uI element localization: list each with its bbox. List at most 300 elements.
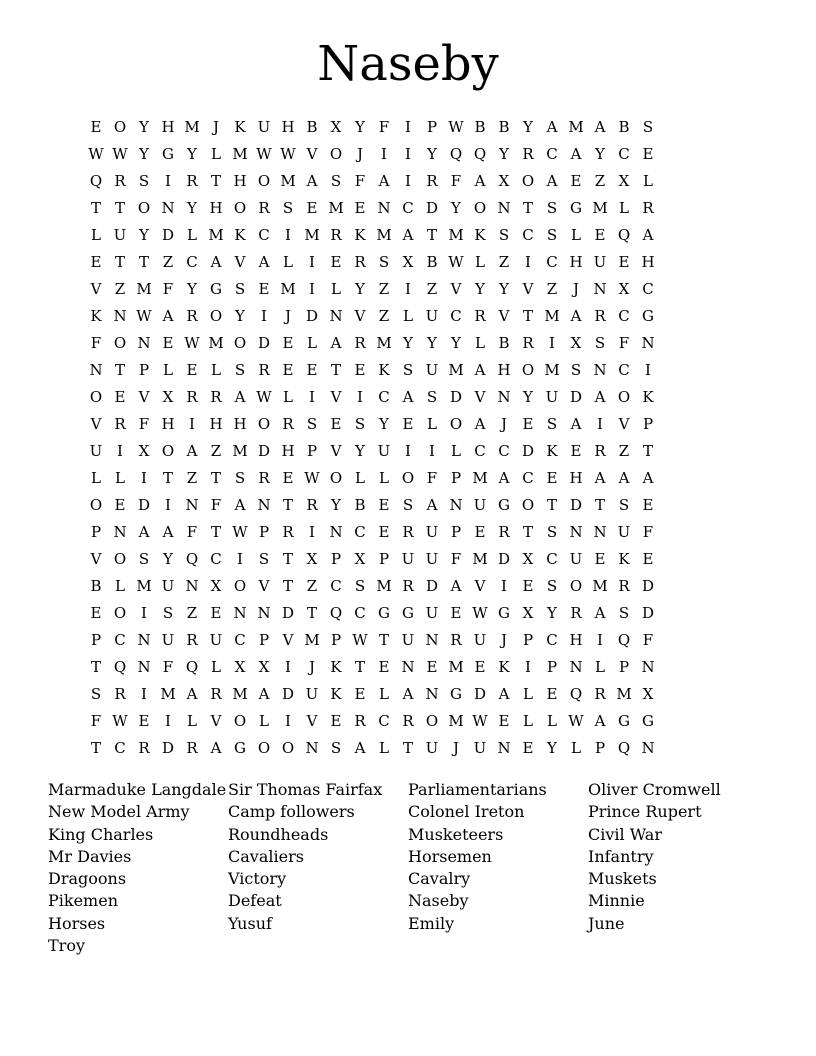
grid-letter: C	[618, 360, 630, 379]
grid-row	[84, 410, 732, 437]
grid-row	[84, 113, 732, 140]
grid-letter: D	[425, 576, 439, 595]
grid-letter: Z	[546, 279, 558, 298]
grid-letter: E	[90, 252, 102, 271]
grid-letter: Z	[594, 171, 606, 190]
grid-letter: I	[309, 387, 315, 406]
grid-letter: E	[546, 468, 558, 487]
grid-letter: M	[448, 657, 464, 676]
grid-letter: R	[210, 387, 222, 406]
grid-letter: W	[304, 468, 320, 487]
grid-letter: V	[330, 387, 342, 406]
grid-letter: Q	[185, 657, 199, 676]
grid-letter: L	[643, 171, 653, 190]
grid-letter: M	[208, 333, 224, 352]
grid-letter: S	[618, 603, 630, 622]
grid-letter: A	[234, 387, 246, 406]
grid-letter: L	[91, 225, 101, 244]
grid-letter: F	[186, 522, 198, 541]
grid-letter: H	[161, 414, 175, 433]
grid-row	[84, 653, 732, 680]
grid-letter: R	[186, 306, 198, 325]
grid-letter: R	[306, 495, 318, 514]
grid-letter: C	[114, 630, 126, 649]
grid-letter: T	[114, 252, 125, 271]
grid-row	[84, 194, 732, 221]
grid-letter: W	[184, 333, 200, 352]
grid-letter: O	[233, 198, 247, 217]
grid-letter: T	[282, 495, 293, 514]
grid-letter: N	[137, 333, 151, 352]
grid-letter: S	[618, 495, 630, 514]
page-title: Naseby	[317, 36, 499, 92]
grid-letter: S	[162, 603, 174, 622]
grid-letter: H	[641, 252, 655, 271]
grid-letter: I	[165, 171, 171, 190]
grid-letter: Y	[595, 144, 605, 163]
grid-letter: R	[282, 414, 294, 433]
grid-letter: N	[329, 306, 343, 325]
word-search-grid	[84, 113, 732, 761]
grid-letter: C	[258, 225, 270, 244]
grid-letter: N	[569, 657, 583, 676]
grid-letter: I	[141, 468, 147, 487]
grid-letter: I	[405, 441, 411, 460]
grid-letter: K	[618, 549, 630, 568]
grid-letter: B	[306, 117, 318, 136]
grid-letter: O	[257, 738, 271, 757]
grid-letter: C	[498, 441, 510, 460]
grid-letter: W	[88, 144, 104, 163]
grid-letter: A	[594, 711, 606, 730]
grid-letter: P	[522, 630, 534, 649]
grid-letter: E	[642, 495, 654, 514]
grid-letter: A	[162, 306, 174, 325]
grid-letter: O	[521, 360, 535, 379]
grid-letter: V	[282, 630, 294, 649]
grid-letter: L	[451, 441, 461, 460]
grid-letter: E	[90, 117, 102, 136]
grid-letter: L	[547, 711, 557, 730]
grid-letter: N	[425, 684, 439, 703]
grid-letter: A	[402, 387, 414, 406]
grid-letter: I	[285, 711, 291, 730]
grid-letter: L	[571, 738, 581, 757]
grid-letter: C	[378, 387, 390, 406]
grid-letter: R	[594, 306, 606, 325]
grid-letter: S	[594, 333, 606, 352]
word-list-item: Naseby	[408, 891, 469, 911]
grid-letter: U	[425, 522, 439, 541]
word-list-item: Civil War	[588, 824, 662, 844]
grid-letter: S	[354, 414, 366, 433]
grid-letter: U	[401, 549, 415, 568]
grid-letter: Z	[114, 279, 126, 298]
grid-letter: T	[642, 441, 653, 460]
grid-letter: T	[90, 738, 101, 757]
grid-letter: R	[426, 171, 438, 190]
grid-letter: P	[306, 441, 318, 460]
grid-letter: G	[618, 711, 630, 730]
grid-letter: S	[306, 414, 318, 433]
grid-letter: B	[90, 576, 102, 595]
grid-letter: G	[378, 603, 390, 622]
grid-letter: I	[165, 495, 171, 514]
grid-letter: W	[472, 711, 488, 730]
grid-letter: F	[138, 414, 150, 433]
grid-letter: A	[234, 495, 246, 514]
grid-letter: X	[138, 441, 150, 460]
grid-letter: A	[258, 684, 270, 703]
grid-letter: R	[594, 441, 606, 460]
grid-letter: N	[113, 306, 127, 325]
grid-letter: L	[91, 468, 101, 487]
word-list-item: Minnie	[588, 891, 645, 911]
grid-letter: P	[450, 468, 462, 487]
grid-letter: D	[497, 549, 511, 568]
grid-letter: S	[90, 684, 102, 703]
grid-letter: H	[569, 252, 583, 271]
grid-letter: L	[259, 711, 269, 730]
grid-letter: U	[545, 387, 559, 406]
grid-letter: C	[546, 144, 558, 163]
grid-letter: Y	[379, 414, 389, 433]
grid-letter: Y	[187, 144, 197, 163]
grid-letter: Y	[499, 279, 509, 298]
grid-letter: A	[354, 738, 366, 757]
grid-letter: O	[89, 495, 103, 514]
grid-letter: G	[498, 495, 510, 514]
grid-letter: K	[546, 441, 558, 460]
grid-letter: Q	[617, 225, 631, 244]
grid-letter: M	[232, 684, 248, 703]
grid-letter: U	[161, 576, 175, 595]
grid-letter: A	[210, 252, 222, 271]
grid-letter: U	[425, 603, 439, 622]
grid-letter: J	[356, 144, 363, 163]
grid-letter: C	[522, 468, 534, 487]
grid-letter: Z	[210, 441, 222, 460]
grid-letter: Y	[187, 279, 197, 298]
grid-letter: C	[378, 711, 390, 730]
grid-letter: Z	[618, 441, 630, 460]
grid-letter: V	[498, 306, 510, 325]
grid-letter: G	[402, 603, 414, 622]
grid-letter: Q	[185, 549, 199, 568]
grid-letter: R	[354, 252, 366, 271]
grid-letter: O	[209, 306, 223, 325]
grid-letter: S	[330, 171, 342, 190]
grid-letter: A	[474, 360, 486, 379]
grid-letter: I	[117, 441, 123, 460]
grid-letter: U	[593, 252, 607, 271]
grid-letter: O	[257, 171, 271, 190]
grid-row	[84, 140, 732, 167]
grid-letter: T	[426, 225, 437, 244]
grid-letter: O	[401, 468, 415, 487]
grid-letter: A	[402, 684, 414, 703]
grid-letter: Y	[139, 144, 149, 163]
grid-letter: M	[376, 333, 392, 352]
grid-letter: I	[525, 657, 531, 676]
word-list-item: Parliamentarians	[408, 780, 547, 799]
grid-letter: Z	[162, 252, 174, 271]
grid-letter: A	[570, 306, 582, 325]
grid-letter: Y	[427, 144, 437, 163]
grid-letter: O	[521, 495, 535, 514]
grid-letter: W	[256, 144, 272, 163]
grid-letter: N	[161, 198, 175, 217]
grid-row	[84, 329, 732, 356]
grid-letter: K	[234, 225, 246, 244]
grid-letter: M	[328, 198, 344, 217]
grid-letter: K	[642, 387, 654, 406]
grid-letter: T	[594, 495, 605, 514]
grid-letter: O	[113, 333, 127, 352]
grid-letter: D	[449, 387, 463, 406]
grid-letter: X	[570, 333, 582, 352]
grid-letter: Y	[355, 441, 365, 460]
grid-letter: T	[210, 522, 221, 541]
grid-letter: I	[405, 117, 411, 136]
grid-letter: C	[450, 306, 462, 325]
grid-letter: F	[426, 468, 438, 487]
grid-letter: D	[521, 441, 535, 460]
grid-letter: H	[569, 630, 583, 649]
word-list-column	[588, 779, 768, 935]
grid-letter: S	[234, 360, 246, 379]
grid-letter: V	[210, 711, 222, 730]
grid-row	[84, 518, 732, 545]
grid-letter: E	[90, 603, 102, 622]
word-list-item: Musketeers	[408, 824, 504, 844]
grid-letter: U	[473, 738, 487, 757]
grid-letter: I	[309, 252, 315, 271]
grid-row	[84, 734, 732, 761]
grid-letter: O	[329, 144, 343, 163]
grid-letter: M	[568, 117, 584, 136]
grid-letter: F	[90, 333, 102, 352]
grid-letter: E	[594, 225, 606, 244]
grid-letter: X	[618, 171, 630, 190]
grid-letter: L	[571, 225, 581, 244]
grid-letter: E	[138, 711, 150, 730]
grid-letter: N	[377, 198, 391, 217]
grid-letter: X	[522, 603, 534, 622]
grid-letter: R	[594, 684, 606, 703]
grid-letter: C	[186, 252, 198, 271]
word-list-item: Troy	[48, 936, 85, 956]
grid-letter: A	[162, 522, 174, 541]
grid-letter: Y	[235, 306, 245, 325]
grid-letter: E	[522, 576, 534, 595]
grid-letter: L	[331, 279, 341, 298]
grid-letter: S	[138, 171, 150, 190]
grid-letter: P	[138, 360, 150, 379]
grid-letter: T	[546, 495, 557, 514]
grid-letter: U	[617, 522, 631, 541]
grid-letter: S	[138, 549, 150, 568]
grid-letter: S	[258, 549, 270, 568]
grid-letter: R	[138, 738, 150, 757]
grid-letter: U	[305, 684, 319, 703]
grid-row	[84, 302, 732, 329]
grid-letter: B	[354, 495, 366, 514]
grid-row	[84, 707, 732, 734]
grid-letter: R	[354, 711, 366, 730]
word-list-item: Yusuf	[228, 913, 272, 933]
grid-letter: S	[330, 738, 342, 757]
grid-letter: N	[89, 360, 103, 379]
grid-letter: L	[379, 684, 389, 703]
grid-letter: C	[210, 549, 222, 568]
grid-letter: D	[641, 576, 655, 595]
grid-letter: O	[113, 549, 127, 568]
grid-letter: M	[448, 225, 464, 244]
grid-letter: A	[594, 117, 606, 136]
grid-letter: S	[546, 522, 558, 541]
grid-letter: J	[572, 279, 579, 298]
grid-letter: J	[452, 738, 459, 757]
grid-letter: O	[449, 414, 463, 433]
grid-letter: U	[89, 441, 103, 460]
grid-letter: W	[112, 711, 128, 730]
grid-letter: Q	[113, 657, 127, 676]
grid-letter: O	[233, 333, 247, 352]
grid-letter: B	[474, 117, 486, 136]
grid-letter: R	[282, 522, 294, 541]
grid-letter: N	[185, 495, 199, 514]
grid-letter: V	[474, 576, 486, 595]
grid-letter: A	[306, 171, 318, 190]
grid-letter: F	[642, 630, 654, 649]
grid-row	[84, 572, 732, 599]
grid-letter: L	[379, 738, 389, 757]
grid-letter: N	[257, 495, 271, 514]
grid-letter: U	[161, 630, 175, 649]
grid-letter: A	[330, 333, 342, 352]
grid-letter: X	[498, 171, 510, 190]
grid-letter: R	[258, 468, 270, 487]
grid-letter: M	[448, 711, 464, 730]
grid-letter: E	[306, 360, 318, 379]
grid-letter: I	[429, 441, 435, 460]
grid-letter: F	[642, 522, 654, 541]
grid-letter: R	[186, 171, 198, 190]
grid-letter: E	[450, 603, 462, 622]
word-list-item: Colonel Ireton	[408, 802, 525, 822]
grid-letter: M	[136, 576, 152, 595]
grid-letter: X	[642, 684, 654, 703]
grid-letter: D	[161, 225, 175, 244]
grid-letter: I	[165, 711, 171, 730]
grid-letter: N	[497, 387, 511, 406]
grid-letter: B	[618, 117, 630, 136]
grid-letter: L	[115, 576, 125, 595]
grid-letter: A	[378, 171, 390, 190]
grid-letter: L	[211, 657, 221, 676]
grid-letter: U	[473, 630, 487, 649]
word-list-item: Dragoons	[48, 869, 127, 889]
grid-letter: Y	[547, 738, 557, 757]
word-list-item: Horsemen	[408, 846, 492, 866]
grid-letter: I	[237, 549, 243, 568]
grid-letter: F	[450, 549, 462, 568]
grid-letter: C	[642, 279, 654, 298]
grid-letter: J	[284, 306, 291, 325]
grid-letter: T	[522, 522, 533, 541]
word-list-item: Pikemen	[48, 891, 118, 911]
grid-letter: M	[304, 225, 320, 244]
grid-letter: D	[569, 387, 583, 406]
grid-letter: A	[138, 522, 150, 541]
grid-letter: E	[570, 171, 582, 190]
grid-letter: C	[354, 522, 366, 541]
grid-letter: K	[330, 657, 342, 676]
grid-letter: I	[141, 603, 147, 622]
grid-letter: P	[90, 522, 102, 541]
grid-letter: A	[258, 252, 270, 271]
grid-letter: A	[210, 738, 222, 757]
grid-letter: J	[500, 630, 507, 649]
grid-letter: E	[642, 549, 654, 568]
grid-letter: I	[597, 414, 603, 433]
grid-letter: N	[425, 630, 439, 649]
grid-letter: F	[90, 711, 102, 730]
grid-letter: V	[90, 549, 102, 568]
grid-letter: X	[258, 657, 270, 676]
grid-letter: R	[402, 576, 414, 595]
grid-letter: Q	[449, 144, 463, 163]
grid-letter: A	[594, 468, 606, 487]
grid-letter: Z	[306, 576, 318, 595]
grid-letter: I	[525, 252, 531, 271]
grid-letter: X	[234, 657, 246, 676]
grid-letter: B	[498, 333, 510, 352]
grid-letter: S	[498, 225, 510, 244]
grid-letter: R	[642, 198, 654, 217]
grid-letter: A	[402, 225, 414, 244]
grid-letter: T	[306, 603, 317, 622]
grid-letter: L	[355, 468, 365, 487]
grid-letter: R	[474, 306, 486, 325]
grid-letter: T	[210, 171, 221, 190]
grid-letter: H	[233, 414, 247, 433]
grid-letter: K	[378, 360, 390, 379]
word-list-item: Emily	[408, 913, 455, 933]
grid-letter: C	[330, 576, 342, 595]
grid-letter: Y	[355, 117, 365, 136]
grid-letter: I	[285, 225, 291, 244]
word-list-item: Mr Davies	[48, 846, 132, 866]
grid-letter: E	[402, 414, 414, 433]
grid-letter: O	[257, 414, 271, 433]
grid-letter: E	[474, 657, 486, 676]
grid-letter: H	[569, 468, 583, 487]
grid-letter: C	[474, 441, 486, 460]
grid-letter: T	[282, 549, 293, 568]
grid-letter: V	[474, 387, 486, 406]
grid-letter: E	[330, 252, 342, 271]
grid-letter: X	[618, 279, 630, 298]
word-list-item: Roundheads	[228, 824, 329, 844]
grid-letter: L	[163, 360, 173, 379]
grid-letter: N	[593, 279, 607, 298]
grid-letter: A	[594, 603, 606, 622]
grid-letter: F	[618, 333, 630, 352]
grid-letter: Z	[378, 279, 390, 298]
grid-letter: F	[210, 495, 222, 514]
